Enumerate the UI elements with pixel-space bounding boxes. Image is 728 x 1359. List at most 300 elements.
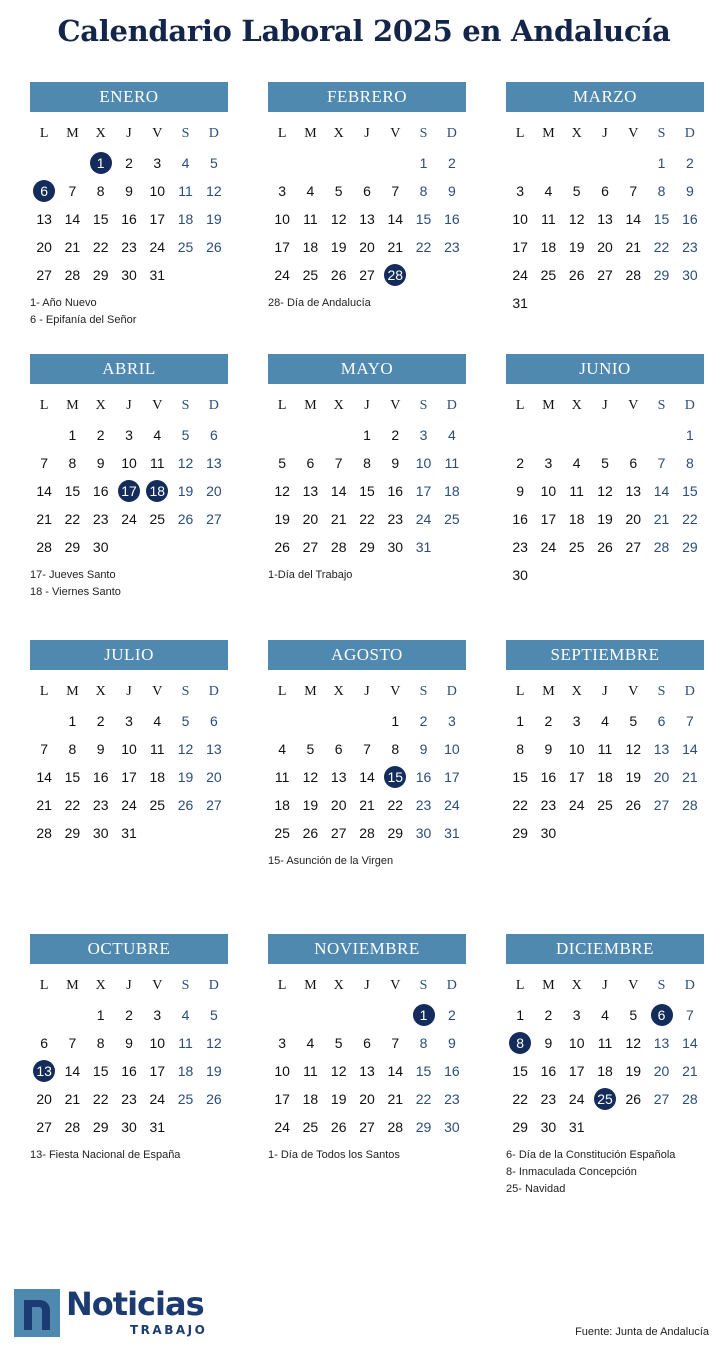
day-cell: 29 bbox=[64, 539, 81, 555]
day-cell: 28 bbox=[682, 1091, 698, 1107]
day-cell: 24 bbox=[121, 511, 137, 527]
day-cell: 7 bbox=[685, 713, 694, 729]
day-cell: 12 bbox=[625, 1035, 642, 1051]
day-cell: 29 bbox=[682, 539, 698, 555]
day-cell: 8 bbox=[363, 455, 371, 471]
day-cell: 21 bbox=[387, 239, 404, 255]
day-cell: 6 bbox=[40, 1035, 49, 1051]
day-cell: 28 bbox=[330, 539, 347, 555]
day-cell: 26 bbox=[206, 239, 222, 255]
day-cell: 3 bbox=[278, 183, 287, 199]
day-cell: 21 bbox=[682, 769, 698, 785]
day-cell: 16 bbox=[444, 1063, 460, 1079]
day-cell: 9 bbox=[447, 1035, 456, 1051]
day-cell: 14 bbox=[330, 483, 347, 499]
day-cell: 6 bbox=[306, 455, 315, 471]
day-cell: 26 bbox=[330, 1119, 347, 1135]
day-cell: 28 bbox=[64, 267, 81, 283]
day-cell: 11 bbox=[178, 183, 193, 199]
day-cell: 26 bbox=[177, 511, 194, 527]
day-cell: 1 bbox=[363, 427, 371, 443]
day-cell: 22 bbox=[512, 1091, 528, 1107]
day-cell: 21 bbox=[387, 1091, 404, 1107]
day-cell: 15 bbox=[512, 1063, 528, 1079]
day-cell: 9 bbox=[516, 483, 525, 499]
holiday-note: 25- Navidad bbox=[506, 1183, 566, 1195]
day-cell: 23 bbox=[540, 797, 557, 813]
day-cell: 24 bbox=[568, 1091, 585, 1107]
weekday-label: M bbox=[304, 126, 317, 141]
day-cell: 19 bbox=[625, 1063, 642, 1079]
day-cell: 6 bbox=[601, 183, 609, 199]
weekday-label: J bbox=[602, 126, 608, 141]
day-cell: 15 bbox=[92, 1063, 109, 1079]
month-header: JULIO bbox=[30, 640, 228, 670]
holiday-notes bbox=[268, 567, 466, 584]
day-cell: 29 bbox=[92, 1119, 109, 1135]
month-grid bbox=[506, 677, 704, 847]
day-cell: 9 bbox=[544, 1035, 553, 1051]
day-cell: 20 bbox=[36, 239, 52, 255]
day-cell: 3 bbox=[572, 1007, 581, 1023]
month-grid bbox=[30, 119, 228, 289]
day-cell: 30 bbox=[540, 1119, 557, 1135]
day-cell: 5 bbox=[181, 427, 190, 443]
holiday-note: 13- Fiesta Nacional de España bbox=[30, 1149, 181, 1161]
day-cell: 30 bbox=[444, 1119, 460, 1135]
day-cell: 31 bbox=[415, 539, 432, 555]
day-cell: 2 bbox=[516, 455, 525, 471]
month-grid bbox=[268, 119, 466, 289]
day-cell: 18 bbox=[274, 797, 290, 813]
day-cell: 16 bbox=[121, 211, 137, 227]
weekday-label: L bbox=[515, 126, 525, 141]
day-cell: 15 bbox=[682, 483, 698, 499]
day-cell: 2 bbox=[125, 1007, 133, 1023]
day-cell: 22 bbox=[387, 797, 404, 813]
day-cell: 26 bbox=[302, 825, 319, 841]
holiday-notes bbox=[268, 1147, 466, 1164]
day-cell: 14 bbox=[387, 1063, 404, 1079]
holiday-notes bbox=[268, 295, 466, 312]
day-cell: 26 bbox=[597, 539, 613, 555]
day-cell: 12 bbox=[568, 211, 585, 227]
day-cell: 7 bbox=[363, 741, 371, 757]
day-cell: 17 bbox=[568, 1063, 585, 1079]
day-cell: 2 bbox=[447, 155, 456, 171]
day-cell: 18 bbox=[444, 483, 460, 499]
day-cell: 22 bbox=[64, 511, 81, 527]
weekday-label: X bbox=[333, 126, 344, 141]
day-cell: 17 bbox=[540, 511, 557, 527]
weekday-label: L bbox=[277, 398, 287, 413]
day-cell: 5 bbox=[334, 1035, 343, 1051]
day-cell: 5 bbox=[334, 183, 343, 199]
day-cell: 27 bbox=[206, 797, 222, 813]
day-cell: 17 bbox=[444, 769, 460, 785]
day-cell: 12 bbox=[302, 769, 319, 785]
day-cell: 17 bbox=[274, 1091, 290, 1107]
day-cell: 19 bbox=[274, 511, 290, 527]
day-cell: 8 bbox=[657, 183, 666, 199]
day-cell: 11 bbox=[569, 483, 584, 499]
day-cell: 31 bbox=[149, 267, 166, 283]
day-cell: 27 bbox=[206, 511, 222, 527]
day-cell: 16 bbox=[512, 511, 528, 527]
day-cell: 4 bbox=[306, 183, 315, 199]
day-cell: 21 bbox=[653, 511, 670, 527]
day-cell: 10 bbox=[415, 455, 432, 471]
weekday-label: L bbox=[515, 684, 525, 699]
month-header: ABRIL bbox=[30, 354, 228, 384]
day-cell: 30 bbox=[682, 267, 698, 283]
day-cell: 4 bbox=[181, 155, 190, 171]
day-cell: 20 bbox=[653, 1063, 670, 1079]
weekday-label: S bbox=[181, 684, 190, 699]
day-cell: 21 bbox=[64, 1091, 81, 1107]
day-cell: 27 bbox=[653, 1091, 670, 1107]
day-cell: 21 bbox=[36, 797, 52, 813]
day-cell: 3 bbox=[125, 427, 133, 443]
weekday-label: D bbox=[208, 978, 219, 993]
weekday-label: D bbox=[684, 684, 695, 699]
weekday-label: S bbox=[657, 978, 666, 993]
day-cell: 15 bbox=[359, 483, 375, 499]
weekday-label: X bbox=[333, 978, 344, 993]
day-cell: 26 bbox=[568, 267, 585, 283]
day-cell: 14 bbox=[64, 211, 81, 227]
day-cell: 19 bbox=[206, 1063, 222, 1079]
weekday-label: L bbox=[515, 978, 525, 993]
day-cell: 19 bbox=[568, 239, 585, 255]
day-cell: 6 bbox=[363, 1035, 371, 1051]
day-cell: 12 bbox=[274, 483, 290, 499]
day-cell: 1 bbox=[391, 713, 400, 729]
day-cell: 16 bbox=[92, 483, 109, 499]
day-cell: 8 bbox=[391, 741, 400, 757]
weekday-label: M bbox=[66, 684, 79, 699]
day-cell: 2 bbox=[96, 427, 105, 443]
day-cell: 1 bbox=[516, 713, 525, 729]
day-cell: 17 bbox=[149, 211, 166, 227]
weekday-label: V bbox=[152, 398, 163, 413]
day-cell: 16 bbox=[415, 769, 432, 785]
day-cell: 19 bbox=[625, 769, 642, 785]
month-grid bbox=[30, 391, 228, 561]
weekday-label: J bbox=[602, 978, 608, 993]
day-cell: 3 bbox=[447, 713, 456, 729]
day-cell: 6 bbox=[334, 741, 343, 757]
weekday-label: V bbox=[628, 684, 639, 699]
weekday-label: X bbox=[95, 684, 106, 699]
day-cell: 26 bbox=[625, 797, 642, 813]
day-cell: 11 bbox=[150, 455, 165, 471]
day-cell: 18 bbox=[540, 239, 557, 255]
day-cell: 20 bbox=[625, 511, 642, 527]
month-header: ENERO bbox=[30, 82, 228, 112]
day-cell: 7 bbox=[68, 1035, 77, 1051]
weekday-label: J bbox=[364, 398, 370, 413]
weekday-label: M bbox=[304, 398, 317, 413]
day-cell: 3 bbox=[544, 455, 553, 471]
day-cell: 13 bbox=[359, 1063, 375, 1079]
holiday-day: 25 bbox=[591, 1085, 619, 1113]
weekday-label: L bbox=[39, 978, 49, 993]
month-grid bbox=[506, 119, 704, 317]
day-cell: 15 bbox=[415, 1063, 432, 1079]
weekday-label: J bbox=[364, 684, 370, 699]
weekday-label: V bbox=[152, 684, 163, 699]
day-cell: 24 bbox=[568, 797, 585, 813]
day-cell: 13 bbox=[302, 483, 319, 499]
day-cell: 13 bbox=[597, 211, 613, 227]
day-cell: 11 bbox=[303, 1063, 318, 1079]
month-enero bbox=[30, 82, 228, 329]
day-cell: 18 bbox=[302, 239, 319, 255]
day-cell: 17 bbox=[415, 483, 432, 499]
day-cell: 10 bbox=[444, 741, 460, 757]
weekday-label: D bbox=[684, 398, 695, 413]
day-cell: 4 bbox=[306, 1035, 315, 1051]
day-cell: 7 bbox=[685, 1007, 694, 1023]
day-cell: 2 bbox=[96, 713, 105, 729]
day-cell: 20 bbox=[206, 483, 222, 499]
day-cell: 25 bbox=[302, 267, 319, 283]
day-cell: 24 bbox=[274, 267, 290, 283]
month-marzo bbox=[506, 82, 704, 317]
day-cell: 25 bbox=[568, 539, 585, 555]
month-agosto bbox=[268, 640, 466, 870]
day-cell: 1 bbox=[685, 427, 694, 443]
weekday-label: J bbox=[602, 684, 608, 699]
weekday-label: V bbox=[152, 126, 163, 141]
weekday-label: S bbox=[419, 126, 428, 141]
day-cell: 4 bbox=[601, 1007, 609, 1023]
weekday-label: X bbox=[95, 398, 106, 413]
day-cell: 12 bbox=[597, 483, 613, 499]
weekday-label: J bbox=[364, 126, 370, 141]
holiday-note: 1-Día del Trabajo bbox=[268, 569, 353, 581]
holiday-notes bbox=[506, 1147, 704, 1198]
day-cell: 19 bbox=[597, 511, 613, 527]
weekday-label: D bbox=[446, 126, 457, 141]
weekday-label: L bbox=[39, 398, 49, 413]
day-cell: 12 bbox=[206, 1035, 222, 1051]
day-cell: 23 bbox=[444, 239, 460, 255]
weekday-label: V bbox=[390, 684, 401, 699]
day-cell: 7 bbox=[629, 183, 638, 199]
day-cell: 6 bbox=[657, 713, 666, 729]
day-cell: 13 bbox=[36, 211, 52, 227]
day-cell: 19 bbox=[177, 769, 194, 785]
day-cell: 16 bbox=[682, 211, 698, 227]
day-cell: 30 bbox=[92, 825, 109, 841]
day-cell: 30 bbox=[387, 539, 404, 555]
day-cell: 24 bbox=[149, 239, 166, 255]
day-cell: 17 bbox=[149, 1063, 166, 1079]
day-cell: 19 bbox=[330, 1091, 347, 1107]
holiday-day: 6 bbox=[30, 177, 58, 205]
day-cell: 30 bbox=[512, 567, 528, 583]
day-cell: 23 bbox=[92, 511, 109, 527]
day-cell: 2 bbox=[544, 713, 553, 729]
day-cell: 7 bbox=[391, 1035, 400, 1051]
day-cell: 4 bbox=[572, 455, 581, 471]
day-cell: 25 bbox=[274, 825, 290, 841]
day-cell: 26 bbox=[206, 1091, 222, 1107]
day-cell: 14 bbox=[625, 211, 642, 227]
month-header: DICIEMBRE bbox=[506, 934, 704, 964]
day-cell: 11 bbox=[303, 211, 318, 227]
day-cell: 28 bbox=[36, 539, 52, 555]
day-cell: 27 bbox=[653, 797, 670, 813]
holiday-note: 15- Asunción de la Virgen bbox=[268, 855, 394, 867]
day-cell: 1 bbox=[68, 713, 77, 729]
day-cell: 6 bbox=[363, 183, 371, 199]
holiday-note: 18 - Viernes Santo bbox=[30, 586, 121, 598]
weekday-label: V bbox=[390, 978, 401, 993]
month-febrero bbox=[268, 82, 466, 312]
day-cell: 14 bbox=[64, 1063, 81, 1079]
day-cell: 10 bbox=[540, 483, 557, 499]
weekday-label: D bbox=[208, 126, 219, 141]
day-cell: 9 bbox=[544, 741, 553, 757]
day-cell: 20 bbox=[206, 769, 222, 785]
day-cell: 5 bbox=[278, 455, 287, 471]
day-cell: 18 bbox=[149, 769, 166, 785]
day-cell: 28 bbox=[36, 825, 52, 841]
day-cell: 19 bbox=[302, 797, 319, 813]
day-cell: 3 bbox=[419, 427, 428, 443]
day-cell: 17 bbox=[274, 239, 290, 255]
day-cell: 1 bbox=[68, 427, 77, 443]
weekday-label: S bbox=[657, 398, 666, 413]
day-cell: 19 bbox=[177, 483, 194, 499]
day-cell: 27 bbox=[597, 267, 613, 283]
day-cell: 25 bbox=[149, 511, 166, 527]
day-cell: 18 bbox=[568, 511, 585, 527]
weekday-label: M bbox=[542, 398, 555, 413]
month-octubre bbox=[30, 934, 228, 1164]
day-cell: 30 bbox=[415, 825, 432, 841]
day-cell: 15 bbox=[92, 211, 109, 227]
day-cell: 2 bbox=[125, 155, 133, 171]
weekday-label: D bbox=[208, 398, 219, 413]
weekday-label: S bbox=[419, 978, 428, 993]
day-cell: 29 bbox=[653, 267, 670, 283]
day-cell: 13 bbox=[206, 741, 222, 757]
day-cell: 28 bbox=[387, 1119, 404, 1135]
weekday-label: X bbox=[333, 398, 344, 413]
day-cell: 11 bbox=[150, 741, 165, 757]
day-cell: 7 bbox=[657, 455, 666, 471]
day-cell: 24 bbox=[415, 511, 432, 527]
day-cell: 10 bbox=[274, 1063, 290, 1079]
day-cell: 20 bbox=[302, 511, 319, 527]
holiday-note: 17- Jueves Santo bbox=[30, 569, 116, 581]
day-cell: 26 bbox=[625, 1091, 642, 1107]
weekday-label: X bbox=[571, 398, 582, 413]
holiday-day: 15 bbox=[381, 763, 409, 791]
weekday-label: L bbox=[39, 126, 49, 141]
day-cell: 12 bbox=[206, 183, 222, 199]
day-cell: 13 bbox=[206, 455, 222, 471]
weekday-label: M bbox=[304, 978, 317, 993]
month-header: FEBRERO bbox=[268, 82, 466, 112]
day-cell: 13 bbox=[653, 741, 670, 757]
holiday-notes bbox=[30, 295, 228, 329]
weekday-label: L bbox=[515, 398, 525, 413]
day-cell: 9 bbox=[447, 183, 456, 199]
day-cell: 14 bbox=[387, 211, 404, 227]
weekday-label: S bbox=[657, 684, 666, 699]
day-cell: 24 bbox=[121, 797, 137, 813]
day-cell: 18 bbox=[597, 769, 613, 785]
month-header: SEPTIEMBRE bbox=[506, 640, 704, 670]
day-cell: 29 bbox=[359, 539, 375, 555]
month-header: MARZO bbox=[506, 82, 704, 112]
day-cell: 16 bbox=[92, 769, 109, 785]
weekday-label: X bbox=[571, 684, 582, 699]
weekday-label: X bbox=[95, 978, 106, 993]
day-cell: 22 bbox=[92, 239, 109, 255]
holiday-note: 28- Día de Andalucía bbox=[268, 297, 371, 309]
day-cell: 26 bbox=[330, 267, 347, 283]
source-note: Fuente: Junta de Andalucía bbox=[575, 1326, 709, 1338]
month-grid bbox=[506, 971, 704, 1141]
day-cell: 21 bbox=[682, 1063, 698, 1079]
logo-n-icon bbox=[22, 1296, 52, 1330]
day-cell: 22 bbox=[415, 239, 432, 255]
weekday-label: V bbox=[390, 126, 401, 141]
holiday-note: 6 - Epifanía del Señor bbox=[30, 314, 137, 326]
day-cell: 28 bbox=[359, 825, 375, 841]
day-cell: 18 bbox=[597, 1063, 613, 1079]
day-cell: 11 bbox=[444, 455, 460, 471]
month-septiembre bbox=[506, 640, 704, 847]
weekday-label: M bbox=[66, 978, 79, 993]
day-cell: 10 bbox=[512, 211, 528, 227]
day-cell: 25 bbox=[302, 1119, 319, 1135]
day-cell: 4 bbox=[153, 713, 162, 729]
day-cell: 22 bbox=[512, 797, 528, 813]
day-cell: 1 bbox=[657, 155, 666, 171]
day-cell: 13 bbox=[330, 769, 347, 785]
day-cell: 13 bbox=[653, 1035, 670, 1051]
weekday-label: L bbox=[277, 978, 287, 993]
holiday-day: 17 bbox=[115, 477, 143, 505]
day-cell: 28 bbox=[64, 1119, 81, 1135]
month-abril bbox=[30, 354, 228, 601]
day-cell: 30 bbox=[540, 825, 557, 841]
day-cell: 28 bbox=[682, 797, 698, 813]
day-cell: 28 bbox=[625, 267, 642, 283]
weekday-label: V bbox=[152, 978, 163, 993]
day-cell: 3 bbox=[153, 1007, 162, 1023]
day-cell: 4 bbox=[278, 741, 287, 757]
day-cell: 12 bbox=[330, 1063, 347, 1079]
day-cell: 6 bbox=[209, 427, 218, 443]
month-header: MAYO bbox=[268, 354, 466, 384]
day-cell: 11 bbox=[597, 1035, 613, 1051]
day-cell: 23 bbox=[92, 797, 109, 813]
day-cell: 21 bbox=[330, 511, 347, 527]
day-cell: 8 bbox=[419, 183, 428, 199]
day-cell: 9 bbox=[125, 183, 133, 199]
day-cell: 25 bbox=[540, 267, 557, 283]
month-grid bbox=[30, 971, 228, 1141]
day-cell: 20 bbox=[359, 239, 375, 255]
